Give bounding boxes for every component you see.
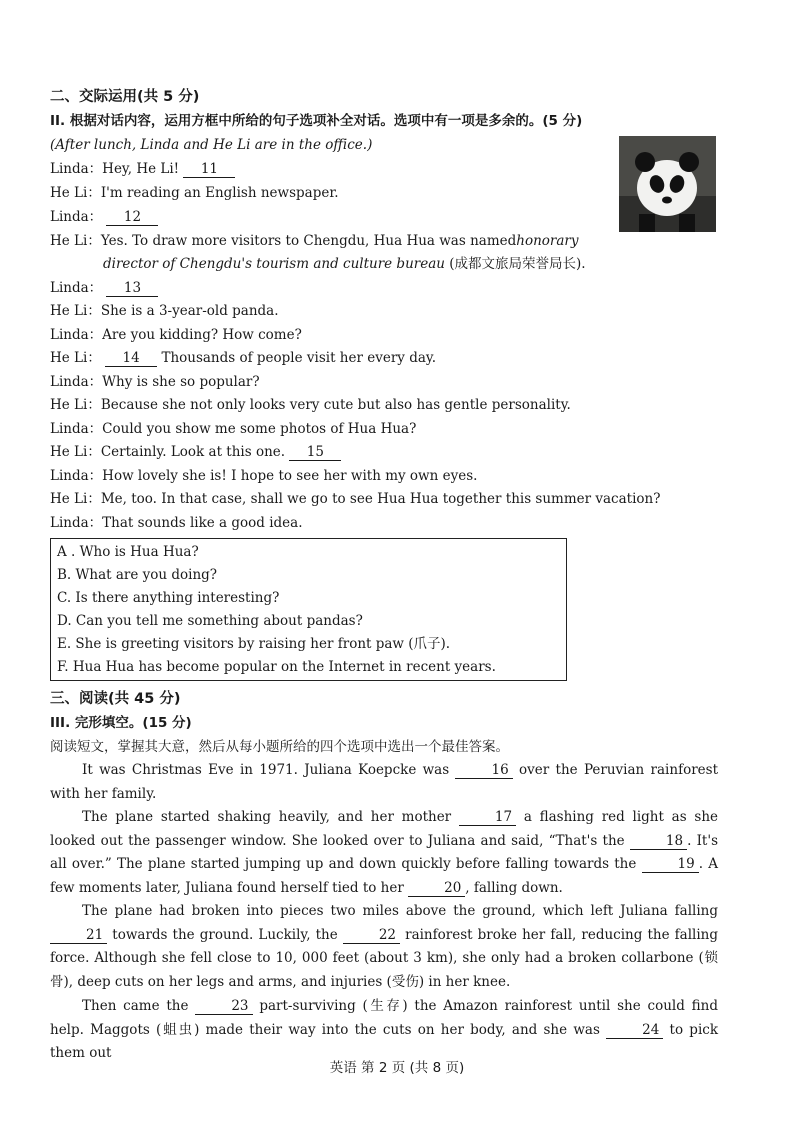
section-3-instruction: 阅读短文，掌握其大意，然后从每小题所给的四个选项中选出一个最佳答案。 xyxy=(50,739,509,755)
passage-paragraph-1 xyxy=(50,759,718,806)
speaker: Linda： xyxy=(50,421,103,437)
passage-text: . It's all over.” The plane started jumping up and down quickly before falling towards the xyxy=(50,832,718,872)
blank-22[interactable]: 22 xyxy=(343,928,400,944)
blank-11[interactable]: 11 xyxy=(183,162,235,178)
dialogue-text: Why is she so popular? xyxy=(102,374,260,390)
speaker: He Li： xyxy=(50,444,101,460)
passage-text: rainforest broke her fall, reducing the falling force. Although she fell close to 10, 000 feet (about 3 km), she only had a broken collarbone (锁骨), deep cuts on her legs and arms, and injuries (受伤) in her knee. xyxy=(50,926,718,990)
dialogue-text: Are you kidding? How come? xyxy=(102,327,302,343)
section-3-title: 三、阅读(共 45 分) xyxy=(50,691,181,707)
passage-paragraph-2 xyxy=(50,806,718,900)
section-2-instruction: II. 根据对话内容，运用方框中所给的句子选项补全对话。选项中有一项是多余的。(5 分) xyxy=(50,113,583,129)
blank-24[interactable]: 24 xyxy=(606,1023,663,1039)
dialogue-text: I'm reading an English newspaper. xyxy=(100,185,339,201)
speaker: He Li： xyxy=(50,397,101,413)
speaker: Linda： xyxy=(50,468,103,484)
dialogue-line xyxy=(50,208,158,226)
passage-text: a flashing red light as she looked out the passenger window. She looked over to Juliana and said, “That's the xyxy=(50,809,718,849)
section-3-subtitle: III. 完形填空。(15 分) xyxy=(50,715,192,731)
dialogue-line xyxy=(50,467,477,485)
blank-21[interactable]: 21 xyxy=(50,928,107,944)
dialogue-line xyxy=(50,396,571,414)
passage-text: , falling down. xyxy=(465,879,563,896)
passage-paragraph-3 xyxy=(50,900,718,994)
speaker: Linda： xyxy=(50,161,103,177)
option-a: A . Who is Hua Hua? xyxy=(57,544,199,560)
dialogue-context: (After lunch, Linda and He Li are in the office.) xyxy=(50,137,373,153)
speaker: He Li： xyxy=(50,491,101,507)
passage-text: to pick them out xyxy=(50,1021,719,1061)
section-2-title: 二、交际运用(共 5 分) xyxy=(50,89,200,105)
dialogue-line xyxy=(50,443,341,461)
page-footer: 英语 第 2 页 (共 8 页) xyxy=(329,1060,465,1076)
panda-photo xyxy=(619,136,716,232)
dialogue-line xyxy=(50,160,235,178)
passage-text: over the Peruvian rainforest with her family. xyxy=(50,762,718,802)
dialogue-text: She is a 3-year-old panda. xyxy=(100,303,279,319)
blank-19[interactable]: 19 xyxy=(642,857,699,873)
dialogue-line xyxy=(50,514,303,532)
blank-18[interactable]: 18 xyxy=(630,834,687,850)
dialogue-line xyxy=(50,279,158,297)
blank-12[interactable]: 12 xyxy=(106,210,158,226)
passage-text: It was Christmas Eve in 1971. Juliana Koepcke was xyxy=(82,762,450,778)
blank-17[interactable]: 17 xyxy=(459,810,516,826)
dialogue-text: Because she not only looks very cute but also has gentle personality. xyxy=(100,397,571,413)
passage-text: towards the ground. Luckily, the xyxy=(112,926,338,943)
speaker: He Li： xyxy=(50,185,101,201)
option-b: B. What are you doing? xyxy=(57,567,218,583)
passage-text: part-surviving (生存) the Amazon rainforest until she could find help. Maggots (蛆虫) made their way into the cuts on her body, and she was xyxy=(50,998,719,1038)
speaker: He Li： xyxy=(50,233,101,249)
blank-15[interactable]: 15 xyxy=(289,445,341,461)
speaker: Linda： xyxy=(50,280,103,296)
dialogue-text: (成都文旅局荣誉局长). xyxy=(449,256,586,272)
dialogue-line xyxy=(50,232,579,250)
dialogue-text: How lovely she is! I hope to see her with my own eyes. xyxy=(102,468,478,484)
dialogue-line-continuation xyxy=(103,255,586,273)
dialogue-text: Thousands of people visit her every day. xyxy=(161,350,437,366)
passage-paragraph-4 xyxy=(50,995,718,1066)
dialogue-text: Me, too. In that case, shall we go to see Hua Hua together this summer vacation? xyxy=(100,491,661,507)
option-c: C. Is there anything interesting? xyxy=(57,590,280,606)
speaker: He Li： xyxy=(50,350,101,366)
passage-text: Then came the xyxy=(82,998,189,1014)
dialogue-text: Could you show me some photos of Hua Hua? xyxy=(102,421,417,437)
dialogue-text-italic: director of Chengdu's tourism and culture bureau xyxy=(103,256,445,272)
dialogue-text: Yes. To draw more visitors to Chengdu, Hua Hua was named xyxy=(100,233,517,249)
speaker: Linda： xyxy=(50,374,103,390)
speaker: Linda： xyxy=(50,515,103,531)
option-d: D. Can you tell me something about pandas? xyxy=(57,613,363,629)
passage-text: . A few moments later, Juliana found herself tied to her xyxy=(50,856,718,896)
options-box xyxy=(50,538,567,681)
dialogue-line xyxy=(50,420,416,438)
blank-14[interactable]: 14 xyxy=(105,351,157,367)
blank-20[interactable]: 20 xyxy=(408,881,465,897)
passage-text: The plane started shaking heavily, and her mother xyxy=(82,809,452,825)
blank-23[interactable]: 23 xyxy=(195,999,252,1015)
option-e: E. She is greeting visitors by raising her front paw (爪子). xyxy=(57,636,451,652)
blank-13[interactable]: 13 xyxy=(106,281,158,297)
dialogue-text: Certainly. Look at this one. xyxy=(100,444,286,460)
speaker: Linda： xyxy=(50,327,103,343)
dialogue-line xyxy=(50,302,279,320)
blank-16[interactable]: 16 xyxy=(455,763,512,779)
dialogue-line xyxy=(50,490,660,508)
speaker: Linda： xyxy=(50,209,103,225)
dialogue-text: Hey, He Li! xyxy=(102,161,180,177)
dialogue-line xyxy=(50,326,302,344)
dialogue-line xyxy=(50,349,436,367)
passage-text: The plane had broken into pieces two miles above the ground, which left Juliana falling xyxy=(82,903,718,919)
dialogue-line xyxy=(50,373,260,391)
dialogue-line xyxy=(50,184,339,202)
panda-image xyxy=(619,136,716,232)
dialogue-text-italic: honorary xyxy=(516,233,579,249)
dialogue-text: That sounds like a good idea. xyxy=(102,515,303,531)
option-f: F. Hua Hua has become popular on the Internet in recent years. xyxy=(57,659,496,675)
speaker: He Li： xyxy=(50,303,101,319)
